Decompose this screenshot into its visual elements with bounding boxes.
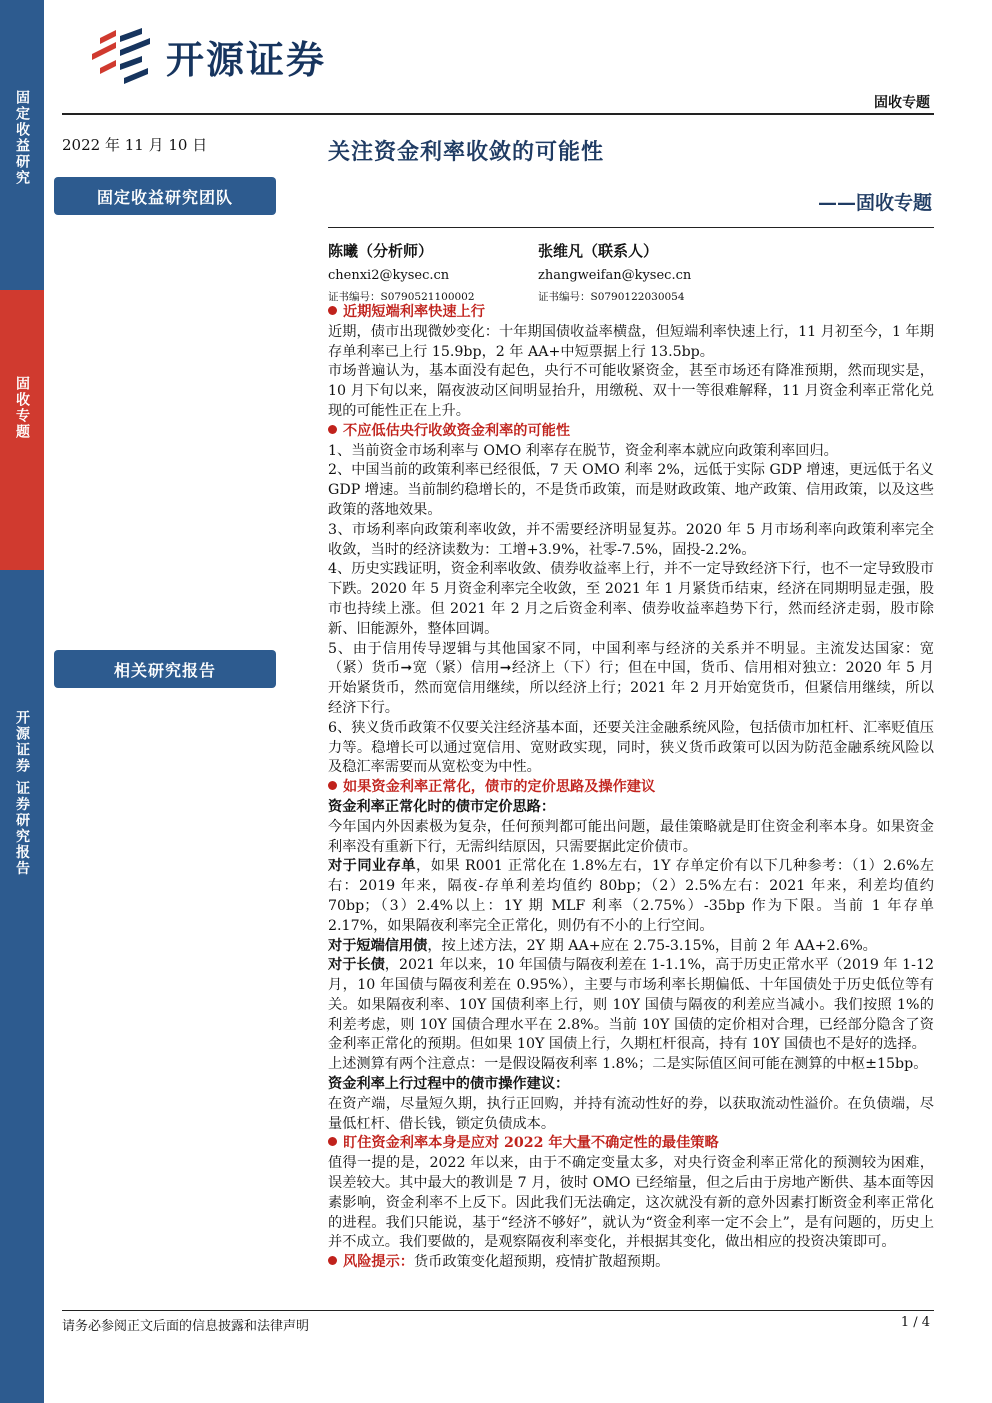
author-cert: 证书编号：S0790122030054 — [538, 291, 685, 303]
report-subtitle: ——固收专题 — [817, 192, 932, 214]
team-label-box: 固定收益研究团队 — [54, 177, 276, 215]
company-logo — [90, 28, 326, 84]
author-block — [328, 240, 475, 304]
footer-disclaimer: 请务必参阅正文后面的信息披露和法律声明 — [62, 1319, 310, 1334]
author-name: 陈曦（分析师） — [328, 242, 434, 260]
paragraph: 2、中国当前的政策利率已经很低，7 天 OMO 利率 2%，远低于实际 GDP 增速，更远低于名义 GDP 增速。当前制约稳增长的，不是货币政策，而是财政政策、地产政策、信用政策，以及这些政策的落地效果。 — [328, 462, 934, 518]
related-reports-box: 相关研究报告 — [54, 650, 276, 688]
header-tag: 固收专题 — [874, 95, 930, 111]
author-block — [538, 240, 691, 304]
section-heading: 如果资金利率正常化，债市的定价思路及操作建议 — [328, 778, 934, 798]
section-heading: 不应低估央行收敛资金利率的可能性 — [328, 422, 934, 442]
paragraph: 在资产端，尽量短久期，执行正回购，并持有流动性好的券，以获取流动性溢价。在负债端，尽量低杠杆、借长钱，锁定负债成本。 — [328, 1095, 934, 1132]
company-name: 开源证券 — [166, 37, 327, 82]
footer-divider — [62, 1310, 934, 1311]
author-email[interactable]: chenxi2@kysec.cn — [328, 268, 450, 283]
title-divider — [328, 227, 934, 228]
paragraph: 对于长债，2021 年以来，10 年国债与隔夜利差在 1-1.1%，高于历史正常水平（2019 年 1-12 月，10 年国债与隔夜利差在 0.95%），主要与市场利率长期偏低、十年国债处于历史低位等有关。如果隔夜利率、10Y 国债利率上行，则 10Y 国债与隔夜的利差应当减小。我们按照 1%的利差考虑，则 10Y 国债合理水平在 2.8%。当前 10Y 国债的定价相对合理，已经部分隐含了资金利率正常化的预期。但如果 10Y 国债上行，久期杠杆很高，持有 10Y 国债也不是好的选择。 — [328, 957, 935, 1053]
paragraph: 今年国内外因素极为复杂，任何预判都可能出问题，最佳策略就是盯住资金利率本身。如果资金利率没有重新下行，无需纠结原因，只需要据此定价债市。 — [328, 818, 934, 855]
paragraph: 上述测算有两个注意点：一是假设隔夜利率 1.8%；二是实际值区间可能在测算的中枢±15bp。 — [328, 1056, 928, 1073]
report-date: 2022 年 11 月 10 日 — [62, 136, 208, 154]
paragraph: 4、历史实践证明，资金利率收敛、债券收益率上行，并不一定导致经济下行，也不一定导致股市下跌。2020 年 5 月资金利率完全收敛，至 2021 年 1 月紧货币结束，经济在同期明显走强，股市也持续上涨。但 2021 年 2 月之后资金利率、债券收益率趋势下行，然而经济走弱，股市除新、旧能源外，整体回调。 — [328, 561, 934, 637]
bullet-icon — [328, 781, 337, 790]
bullet-icon — [328, 1137, 337, 1146]
paragraph: 对于短端信用债，按上述方法，2Y 期 AA+应在 2.75-3.15%，目前 2 年 AA+2.6%。 — [328, 937, 877, 954]
bullet-icon — [328, 306, 337, 315]
paragraph: 5、由于信用传导逻辑与其他国家不同，中国利率与经济的关系并不明显。主流发达国家：宽（紧）货币➞宽（紧）信用➞经济上（下）行；但在中国，货币、信用相对独立：2020 年 5 月开始紧货币，然而宽信用继续，所以经济上行；2021 年 2 月开始宽货币，但紧信用继续，所以经济下行。 — [328, 640, 934, 716]
bullet-icon — [328, 1256, 337, 1265]
paragraph: 1、当前资金市场利率与 OMO 利率存在脱节，资金利率本就应向政策利率回归。 — [328, 442, 838, 459]
section-heading: 近期短端利率快速上行 — [328, 303, 934, 323]
author-email[interactable]: zhangweifan@kysec.cn — [538, 268, 692, 283]
report-title: 关注资金利率收敛的可能性 — [328, 139, 605, 165]
author-name: 张维凡（联系人） — [538, 242, 659, 260]
paragraph: 对于同业存单，如果 R001 正常化在 1.8%左右，1Y 存单定价有以下几种参考：（1）2.6%左右：2019 年来，隔夜-存单利差均值约 80bp；（2）2.5%左右：2021 年来，利差均值约 70bp；（3）2.4%以上：1Y 期 MLF 利率（2.75%）-35bp 作为下限。当前 1 年存单 2.17%，如果隔夜利率完全正常化，则仍有不小的上行空间。 — [328, 858, 934, 934]
paragraph: 近期，债市出现微妙变化：十年期国债收益率横盘，但短端利率快速上行，11 月初至今，1 年期存单利率已上行 15.9bp，2 年 AA+中短票据上行 13.5bp。 — [328, 323, 934, 360]
sub-heading: 资金利率正常化时的债市定价思路： — [328, 798, 556, 815]
side-label-topic: 固收专题 — [0, 290, 44, 570]
page-number: 1 / 4 — [900, 1315, 930, 1330]
side-label-company: 开源证券 证券研究报告 — [14, 710, 30, 877]
paragraph: 3、市场利率向政策利率收敛，并不需要经济明显复苏。2020 年 5 月市场利率向政策利率完全收敛，当时的经济读数为：工增+3.9%，社零-7.5%，固投-2.2%。 — [328, 521, 934, 558]
paragraph: 值得一提的是，2022 年以来，由于不确定变量太多，对央行资金利率正常化的预测较为困难，误差较大。其中最大的教训是 7 月，彼时 OMO 已经缩量，但之后由于房地产断供、基本面等因素影响，资金利率不上反下。因此我们无法确定，这次就没有新的意外因素打断资金利率正常化的进程。我们只能说，基于“经济不够好”，就认为“资金利率一定不会上”，是有问题的，历史上并不成立。我们要做的，是观察隔夜利率变化，并根据其变化，做出相应的投资决策即可。 — [328, 1155, 934, 1251]
header-divider — [62, 113, 934, 115]
paragraph: 市场普遍认为，基本面没有起色，央行不可能收紧资金，甚至市场还有降准预期，然而现实是，10 月下旬以来，隔夜波动区间明显抬升，用缴税、双十一等很难解释，11 月资金利率正常化兑现的可能性正在上升。 — [328, 363, 934, 419]
bullet-icon — [328, 425, 337, 434]
author-cert: 证书编号：S0790521100002 — [328, 291, 475, 303]
paragraph: 6、狭义货币政策不仅要关注经济基本面，还要关注金融系统风险，包括债市加杠杆、汇率贬值压力等。稳增长可以通过宽信用、宽财政实现，同时，狭义货币政策可以因为防范金融系统风险以及稳汇率需要而从宽松变为中性。 — [328, 719, 934, 776]
sub-heading: 资金利率上行过程中的债市操作建议： — [328, 1076, 570, 1093]
risk-note: 风险提示：货币政策变化超预期，疫情扩散超预期。 — [328, 1253, 934, 1273]
section-heading: 盯住资金利率本身是应对 2022 年大量不确定性的最佳策略 — [328, 1134, 934, 1154]
report-body — [328, 303, 934, 1273]
side-label-fixed-income: 固定收益研究 — [14, 90, 30, 186]
logo-icon — [90, 28, 156, 84]
